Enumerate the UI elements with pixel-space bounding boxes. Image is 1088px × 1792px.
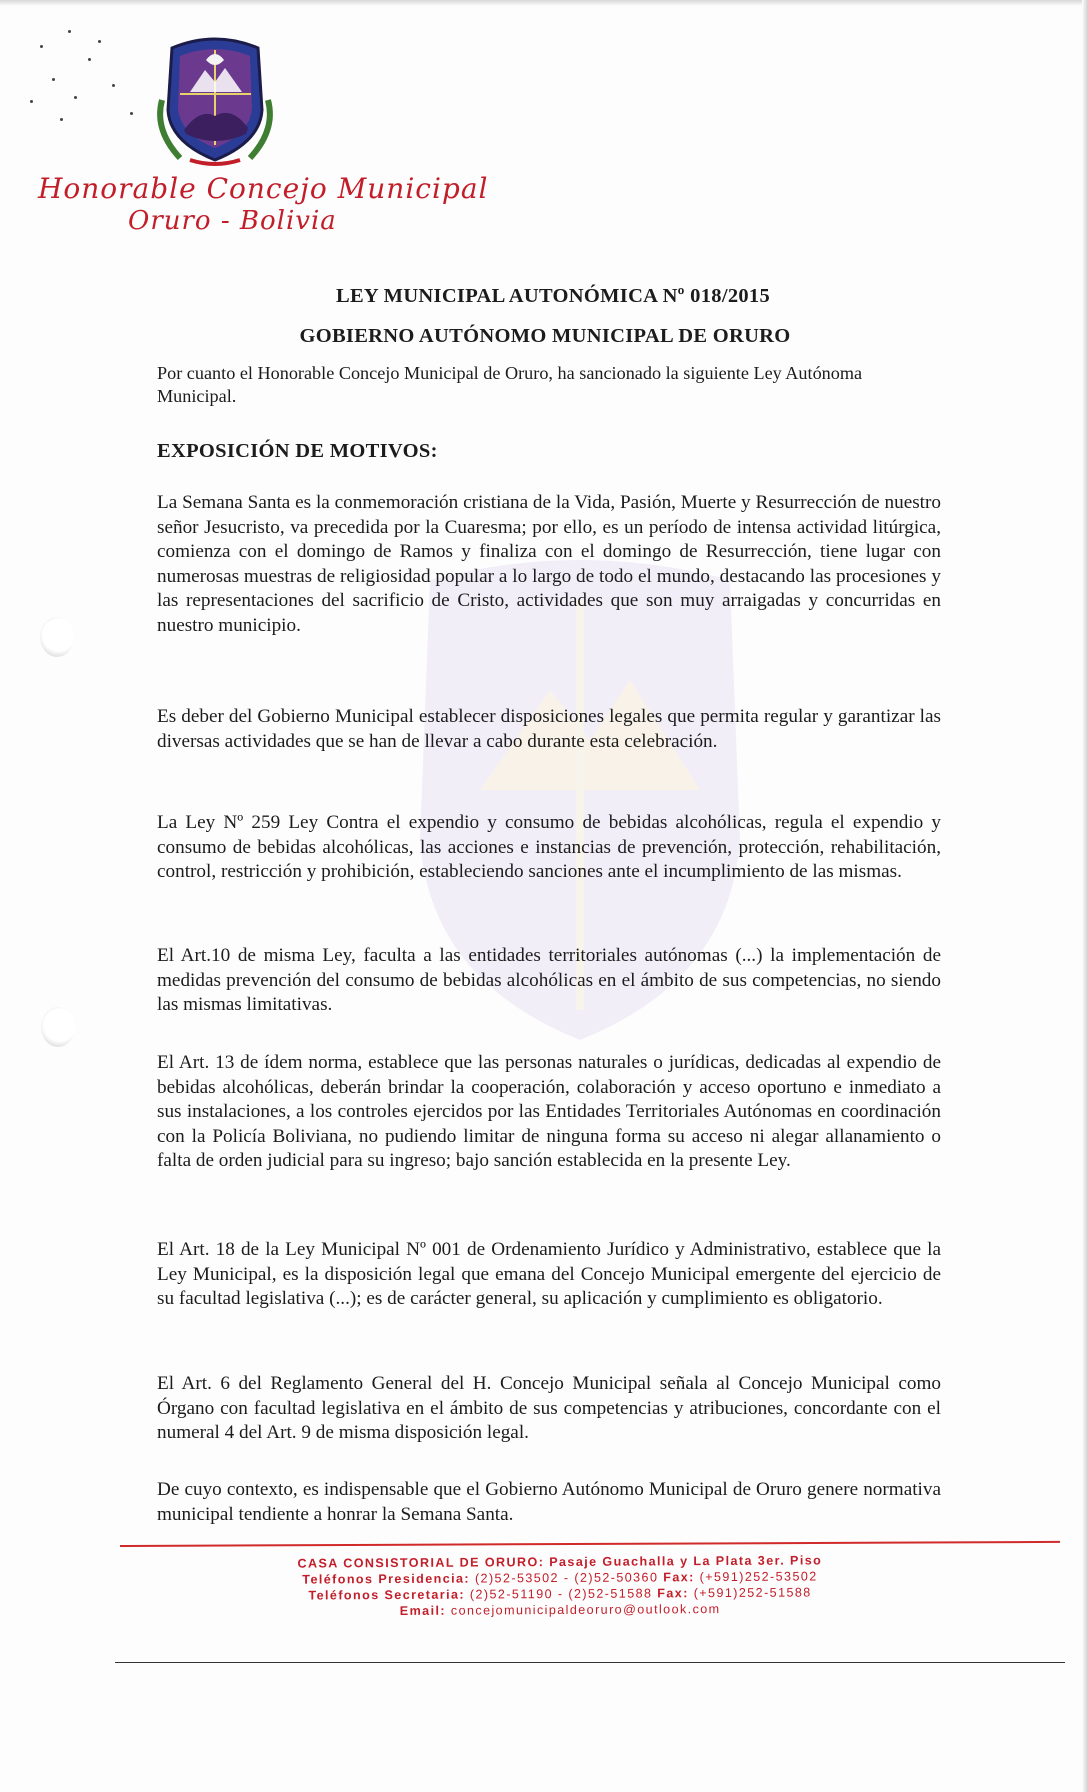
municipal-crest-icon — [150, 30, 280, 170]
paragraph-3: La Ley Nº 259 Ley Contra el expendio y consumo de bebidas alcohólicas, regula el expendio y consumo de bebidas alcohólicas, las acciones e instancias de prevención, protección, rehabilitación, control, restricción y prohibición, estableciendo sanciones ante el incumplimiento de las mismas. — [157, 812, 941, 883]
footer-contact — [200, 1552, 920, 1620]
footer-email-label: Email: — [399, 1603, 446, 1618]
government-title: GOBIERNO AUTÓNOMO MUNICIPAL DE ORURO — [299, 325, 791, 347]
footer-secretary-phones: (2)52-51190 - (2)52-51588 — [469, 1586, 653, 1602]
footer-presidency-label: Teléfonos Presidencia: — [302, 1571, 471, 1587]
institution-name-line2: Oruro - Bolivia — [128, 206, 337, 236]
paragraph-5: El Art. 13 de ídem norma, establece que las personas naturales o jurídicas, dedicadas al expendio de bebidas alcohólicas, deberán brindar la cooperación, colaboración y acceso oportuno e inmediato a sus instalaciones, a los controles ejercidos por las Entidades Territoriales Autónomas en coordinación con la Policía Boliviana, no pudiendo limitar de ninguna forma su acceso ni alegar allanamiento o falta de orden judicial para su ingreso; bajo sanción establecida en la presente Ley. — [157, 1052, 941, 1172]
paragraph-6: El Art. 18 de la Ley Municipal Nº 001 de Ordenamiento Jurídico y Administrativo, establece que la Ley Municipal, es la disposición legal que emana del Concejo Municipal emergente del ejercicio de su facultad legislativa (...); es de carácter general, su aplicación y cumplimiento es obligatorio. — [157, 1239, 941, 1310]
punch-hole-bottom — [41, 1007, 75, 1047]
footer-secretary-fax-label: Fax: — [657, 1586, 689, 1601]
footer-presidency-fax: (+591)252-53502 — [699, 1569, 818, 1585]
footer-secretary-label: Teléfonos Secretaria: — [308, 1587, 466, 1603]
paragraph-4: El Art.10 de misma Ley, faculta a las entidades territoriales autónomas (...) la implementación de medidas prevención del consumo de bebidas alcohólicas en el ámbito de sus competencias, no siendo las mismas limitativas. — [157, 945, 941, 1016]
footer-bottom-line — [115, 1662, 1065, 1663]
intro-paragraph: Por cuanto el Honorable Concejo Municipal de Oruro, ha sancionado la siguiente Ley Autónoma Municipal. — [157, 363, 863, 406]
footer-presidency-phones: (2)52-53502 - (2)52-50360 — [474, 1570, 659, 1586]
institution-name-line1: Honorable Concejo Municipal — [38, 172, 489, 205]
law-title: LEY MUNICIPAL AUTONÓMICA Nº 018/2015 — [335, 285, 771, 307]
paragraph-1: La Semana Santa es la conmemoración cristiana de la Vida, Pasión, Muerte y Resurrección de nuestro señor Jesucristo, va precedida por la Cuaresma; por ello, es un período de intensa actividad litúrgica, comienza con el domingo de Ramos y finaliza con el domingo de Resurrección, tiene lugar con numerosas muestras de religiosidad popular a lo largo de todo el mundo, destacando las procesiones y las representaciones del sacrificio de Cristo, actividades que son muy arraigadas y concurridas en nuestro municipio. — [157, 492, 941, 636]
footer-divider — [120, 1541, 1060, 1547]
footer-address: Pasaje Guachalla y La Plata 3er. Piso — [549, 1553, 823, 1570]
punch-hole-top — [40, 617, 74, 657]
footer-presidency-fax-label: Fax: — [663, 1570, 695, 1585]
scan-edge-top — [0, 0, 1088, 6]
paragraph-7: El Art. 6 del Reglamento General del H. Concejo Municipal señala al Concejo Municipal como Órgano con facultad legislativa en el ámbito de sus competencias y atribuciones, concordante con el numeral 4 del Art. 9 de misma disposición legal. — [157, 1373, 941, 1444]
scan-edge-right — [1082, 0, 1088, 1792]
footer-secretary-fax: (+591)252-51588 — [693, 1585, 812, 1601]
footer-address-label: CASA CONSISTORIAL DE ORURO: — [297, 1555, 545, 1571]
paragraph-2: Es deber del Gobierno Municipal establecer disposiciones legales que permita regular y garantizar las diversas actividades que se han de llevar a cabo durante esta celebración. — [157, 706, 941, 752]
institution-name — [30, 168, 489, 238]
paragraph-8: De cuyo contexto, es indispensable que el Gobierno Autónomo Municipal de Oruro genere normativa municipal tendiente a honrar la Semana Santa. — [157, 1479, 941, 1525]
footer-email: concejomunicipaldeoruro@outlook.com — [450, 1602, 721, 1618]
section-heading: EXPOSICIÓN DE MOTIVOS: — [157, 440, 438, 462]
